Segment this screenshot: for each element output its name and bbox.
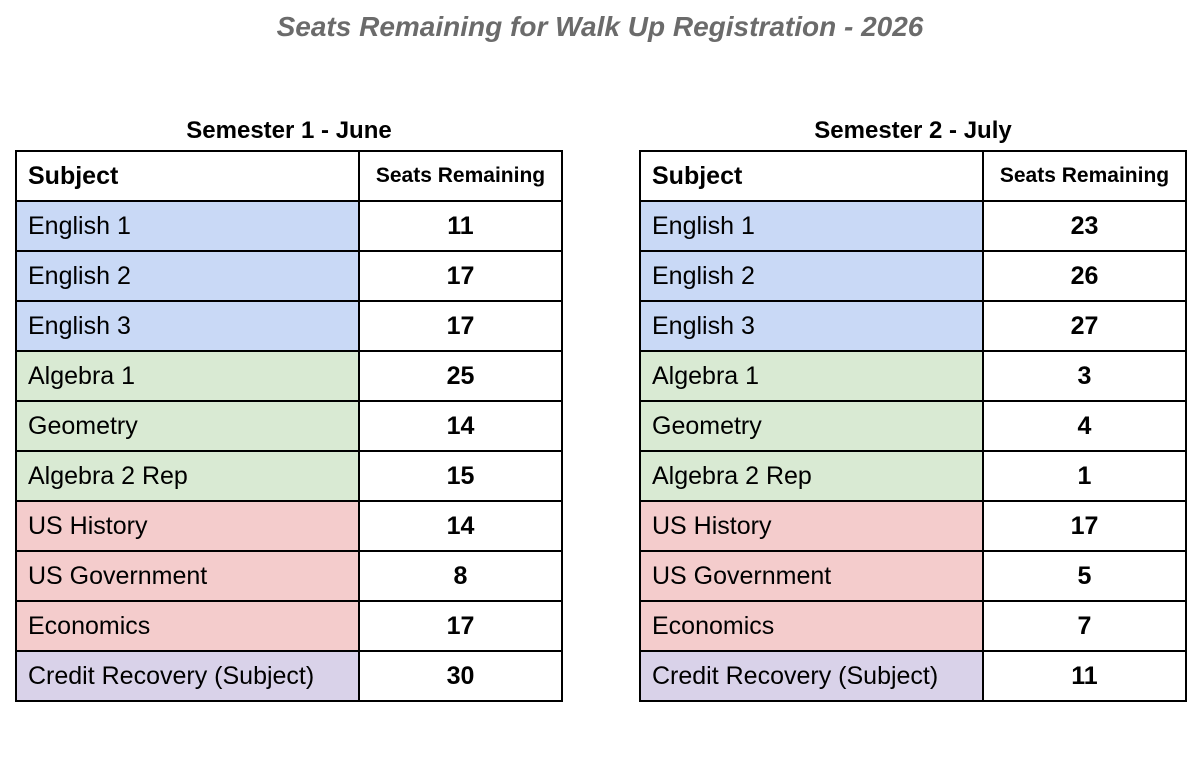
semester-1-table bbox=[15, 150, 563, 702]
semester-1-section bbox=[15, 112, 563, 702]
seats-cell: 30 bbox=[359, 651, 562, 701]
subject-cell: Credit Recovery (Subject) bbox=[16, 651, 359, 701]
table-row bbox=[16, 451, 562, 501]
subject-cell: US History bbox=[16, 501, 359, 551]
table-row bbox=[16, 601, 562, 651]
seats-cell: 26 bbox=[983, 251, 1186, 301]
subject-cell: US History bbox=[640, 501, 983, 551]
page-title: Seats Remaining for Walk Up Registration - 2026 bbox=[276, 11, 924, 42]
subject-cell: English 3 bbox=[640, 301, 983, 351]
seats-cell: 17 bbox=[359, 301, 562, 351]
table-row bbox=[640, 401, 1186, 451]
table-row bbox=[16, 301, 562, 351]
seats-cell: 7 bbox=[983, 601, 1186, 651]
seats-cell: 15 bbox=[359, 451, 562, 501]
seats-cell: 14 bbox=[359, 501, 562, 551]
subject-cell: English 1 bbox=[640, 201, 983, 251]
semester-2-heading: Semester 2 - July bbox=[814, 117, 1012, 144]
seats-cell: 1 bbox=[983, 451, 1186, 501]
subject-cell: Economics bbox=[640, 601, 983, 651]
table-row bbox=[640, 451, 1186, 501]
table-row bbox=[640, 501, 1186, 551]
seats-cell: 3 bbox=[983, 351, 1186, 401]
table-row bbox=[16, 651, 562, 701]
table-row bbox=[640, 301, 1186, 351]
seats-cell: 23 bbox=[983, 201, 1186, 251]
seats-cell: 17 bbox=[359, 251, 562, 301]
table-row bbox=[640, 651, 1186, 701]
subject-cell: English 3 bbox=[16, 301, 359, 351]
subject-cell: Algebra 1 bbox=[16, 351, 359, 401]
seats-remaining-column-header: Seats Remaining bbox=[983, 151, 1186, 201]
subject-cell: Geometry bbox=[640, 401, 983, 451]
table-row bbox=[640, 551, 1186, 601]
table-row bbox=[16, 201, 562, 251]
seats-cell: 27 bbox=[983, 301, 1186, 351]
subject-cell: Geometry bbox=[16, 401, 359, 451]
table-row bbox=[640, 201, 1186, 251]
subject-column-header: Subject bbox=[16, 151, 359, 201]
semester-2-table bbox=[639, 150, 1187, 702]
seats-cell: 17 bbox=[359, 601, 562, 651]
subject-cell: Algebra 2 Rep bbox=[16, 451, 359, 501]
subject-cell: English 2 bbox=[640, 251, 983, 301]
table-row bbox=[640, 351, 1186, 401]
table-header-row bbox=[16, 151, 562, 201]
seats-remaining-column-header: Seats Remaining bbox=[359, 151, 562, 201]
subject-column-header: Subject bbox=[640, 151, 983, 201]
seats-cell: 25 bbox=[359, 351, 562, 401]
seats-cell: 11 bbox=[983, 651, 1186, 701]
table-row bbox=[16, 401, 562, 451]
table-row bbox=[16, 501, 562, 551]
subject-cell: English 1 bbox=[16, 201, 359, 251]
subject-cell: Credit Recovery (Subject) bbox=[640, 651, 983, 701]
subject-cell: Algebra 2 Rep bbox=[640, 451, 983, 501]
semester-1-heading: Semester 1 - June bbox=[186, 117, 392, 144]
subject-cell: US Government bbox=[640, 551, 983, 601]
subject-cell: English 2 bbox=[16, 251, 359, 301]
seats-cell: 4 bbox=[983, 401, 1186, 451]
seats-cell: 17 bbox=[983, 501, 1186, 551]
subject-cell: US Government bbox=[16, 551, 359, 601]
seats-cell: 11 bbox=[359, 201, 562, 251]
semester-2-section bbox=[639, 112, 1187, 702]
table-row bbox=[16, 551, 562, 601]
table-row bbox=[16, 351, 562, 401]
table-row bbox=[16, 251, 562, 301]
seats-cell: 8 bbox=[359, 551, 562, 601]
seats-cell: 14 bbox=[359, 401, 562, 451]
table-row bbox=[640, 251, 1186, 301]
subject-cell: Algebra 1 bbox=[640, 351, 983, 401]
table-row bbox=[640, 601, 1186, 651]
subject-cell: Economics bbox=[16, 601, 359, 651]
table-header-row bbox=[640, 151, 1186, 201]
seats-cell: 5 bbox=[983, 551, 1186, 601]
